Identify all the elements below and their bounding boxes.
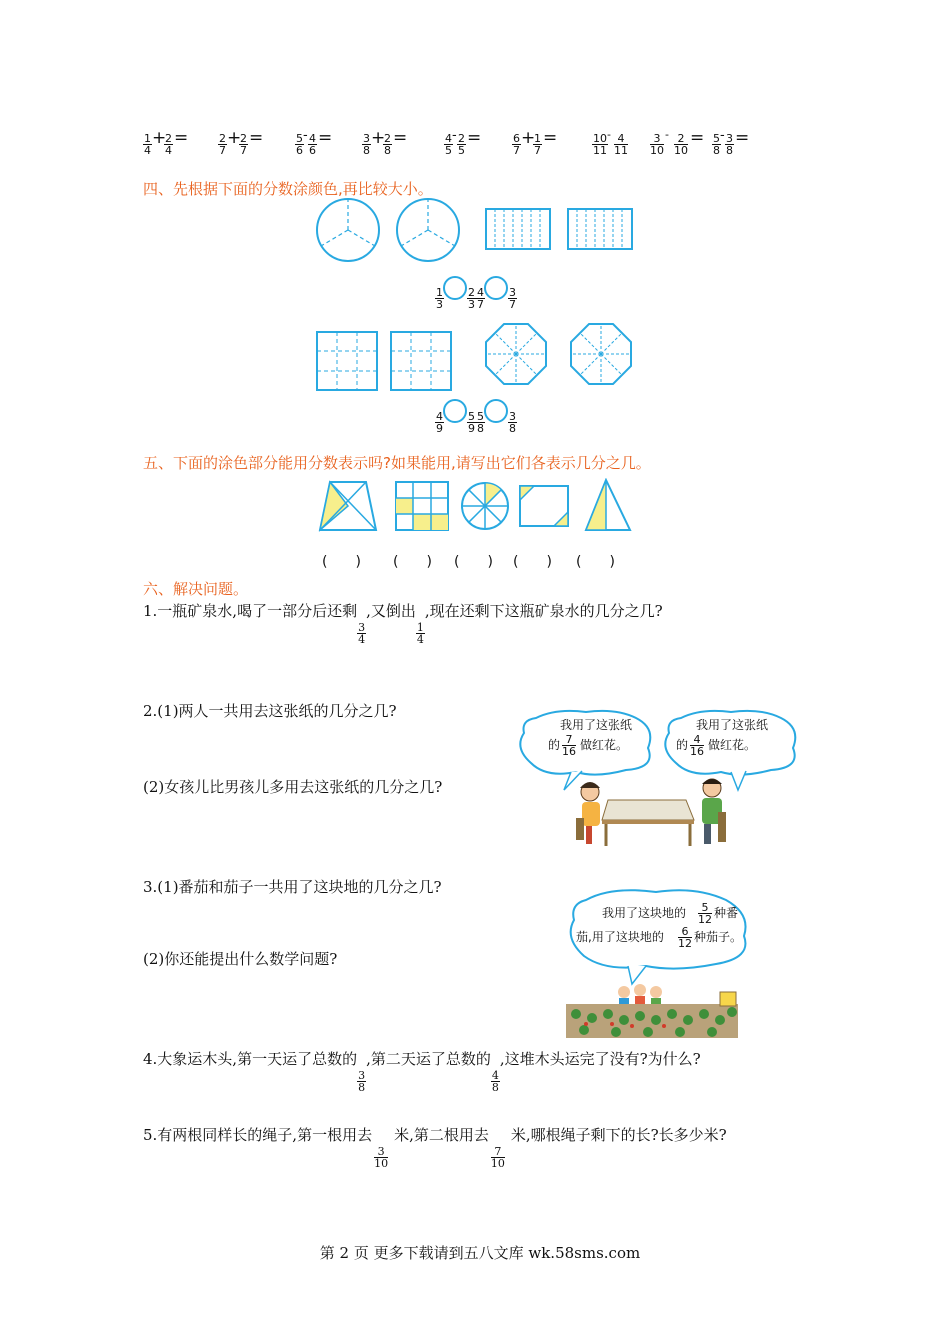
denominator: 10: [490, 1157, 505, 1170]
numerator: 6: [678, 926, 692, 938]
bubble-line: 种茄子。: [694, 930, 743, 944]
answer-blank[interactable]: ( ): [576, 554, 615, 570]
circle-thirds-1: [317, 199, 379, 261]
denominator: 12: [698, 913, 712, 926]
operator: -: [665, 128, 669, 141]
denominator: 7: [509, 298, 516, 311]
rect-sevenths-1: [486, 209, 550, 249]
numerator: 4: [690, 734, 704, 746]
numerator: 5: [468, 410, 475, 423]
circle-sectors-shape: [462, 483, 508, 529]
denominator: 5: [458, 144, 465, 157]
numerator: 2: [240, 132, 247, 145]
numerator: 1: [534, 132, 541, 145]
table: [602, 800, 694, 846]
numerator: 4: [436, 410, 443, 423]
equals-sign: =: [690, 128, 705, 148]
fraction-exercise: [218, 130, 278, 160]
question-text: ,现在还剩下这瓶矿泉水的几分之几?: [424, 602, 663, 620]
question-text: ,又倒出: [366, 602, 416, 620]
bubble-line: 我用了这张纸: [560, 718, 633, 732]
girl-figure: [576, 782, 600, 844]
numerator: 3: [650, 133, 664, 145]
numerator: 4: [477, 286, 484, 299]
fraction-exercise: [512, 130, 572, 160]
numerator: 5: [477, 410, 484, 423]
triangle-shape: [586, 480, 630, 530]
equals-sign: =: [735, 128, 750, 148]
numerator: 4: [445, 132, 452, 145]
section-4-figures-row-2: [314, 322, 644, 394]
question-text: ,这堆木头运完了没有?为什么?: [499, 1050, 701, 1068]
garden-sign: [720, 992, 736, 1006]
garden-bubble-text: [576, 900, 744, 950]
compare-circle[interactable]: [484, 399, 508, 423]
denominator: 8: [477, 422, 484, 435]
denominator: 4: [358, 633, 366, 646]
denominator: 16: [562, 745, 576, 758]
bubble-line: 的: [676, 738, 689, 752]
question-text: ,第二天运了总数的: [366, 1050, 491, 1068]
operator: +: [371, 128, 386, 148]
denominator: 4: [144, 144, 151, 157]
bubble-line: 茄,用了这块地的: [576, 930, 664, 944]
trapezoid-shape: [320, 482, 376, 530]
compare-circle[interactable]: [443, 276, 467, 300]
equals-sign: =: [543, 128, 558, 148]
fraction-exercise: [444, 130, 504, 160]
question-text: 米,第二根用去: [394, 1126, 489, 1144]
fraction-exercise: [295, 130, 355, 160]
denominator: 5: [445, 144, 452, 157]
bubble-line: 种番: [714, 906, 739, 920]
denominator: 7: [534, 144, 541, 157]
compare-circle[interactable]: [484, 276, 508, 300]
square-ninths-1: [317, 332, 377, 390]
octagon-eighths-2: [571, 324, 631, 384]
numerator: 5: [296, 132, 303, 145]
denominator: 8: [363, 144, 370, 157]
page-footer: 第 2 页 更多下载请到五八文库 wk.58sms.com: [319, 1244, 641, 1262]
equals-sign: =: [318, 128, 333, 148]
denominator: 8: [358, 1081, 366, 1094]
denominator: 3: [468, 298, 475, 311]
denominator: 7: [513, 144, 520, 157]
answer-blank[interactable]: ( ): [393, 554, 432, 570]
fraction-exercise: [650, 130, 710, 160]
numerator: 1: [416, 621, 424, 634]
question-2-part-1: 2.(1)两人一共用去这张纸的几分之几?: [143, 702, 397, 720]
operator: -: [303, 128, 308, 143]
bubble-line: 我用了这块地的: [602, 906, 687, 920]
rect-sevenths-2: [568, 209, 632, 249]
fraction-exercise: [712, 130, 772, 160]
denominator: 8: [384, 144, 391, 157]
numerator: 2: [165, 132, 172, 145]
operator: +: [152, 128, 167, 148]
numerator: 2: [468, 286, 475, 299]
numerator: 10: [593, 132, 607, 145]
numerator: 2: [384, 132, 391, 145]
answer-blank[interactable]: ( ): [513, 554, 552, 570]
question-3-part-2: (2)你还能提出什么数学问题?: [143, 950, 338, 968]
denominator: 6: [296, 144, 303, 157]
numerator: 3: [509, 286, 516, 299]
question-text: 1.一瓶矿泉水,喝了一部分后还剩: [143, 602, 358, 620]
section-5-title: 五、下面的涂色部分能用分数表示吗?如果能用,请写出它们各表示几分之几。: [143, 454, 651, 472]
denominator: 3: [436, 298, 443, 311]
operator: +: [521, 128, 536, 148]
operator: -: [452, 128, 457, 143]
numerator: 3: [374, 1146, 388, 1158]
operator: +: [227, 128, 242, 148]
denominator: 10: [650, 144, 664, 157]
numerator: 2: [219, 132, 226, 145]
boy-figure: [702, 779, 726, 844]
equals-sign: =: [249, 128, 264, 148]
girl-bubble-text: [548, 718, 658, 756]
question-text: 5.有两根同样长的绳子,第一根用去: [143, 1126, 373, 1144]
question-text: 米,哪根绳子剩下的长?长多少米?: [510, 1126, 727, 1144]
question-1: [143, 600, 663, 646]
equals-sign: =: [174, 128, 189, 148]
numerator: 3: [726, 132, 733, 145]
numerator: 6: [513, 132, 520, 145]
numerator: 4: [491, 1069, 499, 1082]
numerator: 3: [358, 1069, 366, 1082]
denominator: 12: [678, 937, 692, 950]
octagon-eighths-1: [486, 324, 546, 384]
denominator: 8: [491, 1081, 499, 1094]
denominator: 4: [416, 633, 424, 646]
denominator: 7: [219, 144, 226, 157]
denominator: 8: [713, 144, 720, 157]
denominator: 9: [468, 422, 475, 435]
question-2-part-2: (2)女孩儿比男孩儿多用去这张纸的几分之几?: [143, 778, 443, 796]
rectangle-corner-shape: [520, 486, 568, 526]
fraction-exercise: [362, 130, 422, 160]
denominator: 8: [509, 422, 516, 435]
denominator: 9: [436, 422, 443, 435]
grid-shape: [396, 482, 448, 530]
denominator: 6: [309, 144, 316, 157]
denominator: 8: [726, 144, 733, 157]
numerator: 2: [674, 133, 688, 145]
numerator: 1: [144, 132, 151, 145]
denominator: 4: [165, 144, 172, 157]
numerator: 4: [614, 133, 628, 145]
denominator: 11: [614, 144, 628, 157]
boy-bubble-text: [676, 718, 786, 756]
answer-blank[interactable]: ( ): [322, 554, 361, 570]
circle-thirds-2: [397, 199, 459, 261]
equals-sign: =: [467, 128, 482, 148]
section-4-figures-row-1: [312, 197, 642, 267]
bubble-line: 做红花。: [580, 738, 629, 752]
question-text: 4.大象运木头,第一天运了总数的: [143, 1050, 358, 1068]
denominator: 10: [674, 144, 688, 157]
numerator: 3: [363, 132, 370, 145]
numerator: 5: [698, 902, 712, 914]
denominator: 16: [690, 745, 704, 758]
equals-sign: =: [393, 128, 408, 148]
numerator: 7: [491, 1146, 505, 1158]
denominator: 7: [477, 298, 484, 311]
operator: -: [720, 128, 725, 143]
fraction-exercise: [592, 130, 642, 160]
compare-circle[interactable]: [443, 399, 467, 423]
denominator: 10: [374, 1157, 389, 1170]
numerator: 5: [713, 132, 720, 145]
numerator: 3: [358, 621, 366, 634]
numerator: 7: [562, 734, 576, 746]
section-4-title: 四、先根据下面的分数涂颜色,再比较大小。: [143, 180, 433, 198]
fraction-exercise: [143, 130, 203, 160]
question-4: [143, 1048, 701, 1094]
bubble-line: 我用了这张纸: [696, 718, 769, 732]
section-6-title: 六、解决问题。: [143, 580, 249, 598]
denominator: 11: [593, 144, 607, 157]
numerator: 1: [436, 286, 443, 299]
bubble-line: 做红花。: [708, 738, 757, 752]
numerator: 4: [309, 132, 316, 145]
section-5-figures: [316, 478, 636, 534]
operator: -: [607, 128, 611, 141]
bubble-line: 的: [548, 738, 561, 752]
denominator: 7: [240, 144, 247, 157]
square-ninths-2: [391, 332, 451, 390]
numerator: 3: [509, 410, 516, 423]
question-5: [143, 1124, 727, 1170]
numerator: 2: [458, 132, 465, 145]
question-3-part-1: 3.(1)番茄和茄子一共用了这块地的几分之几?: [143, 878, 442, 896]
answer-blank[interactable]: ( ): [454, 554, 493, 570]
